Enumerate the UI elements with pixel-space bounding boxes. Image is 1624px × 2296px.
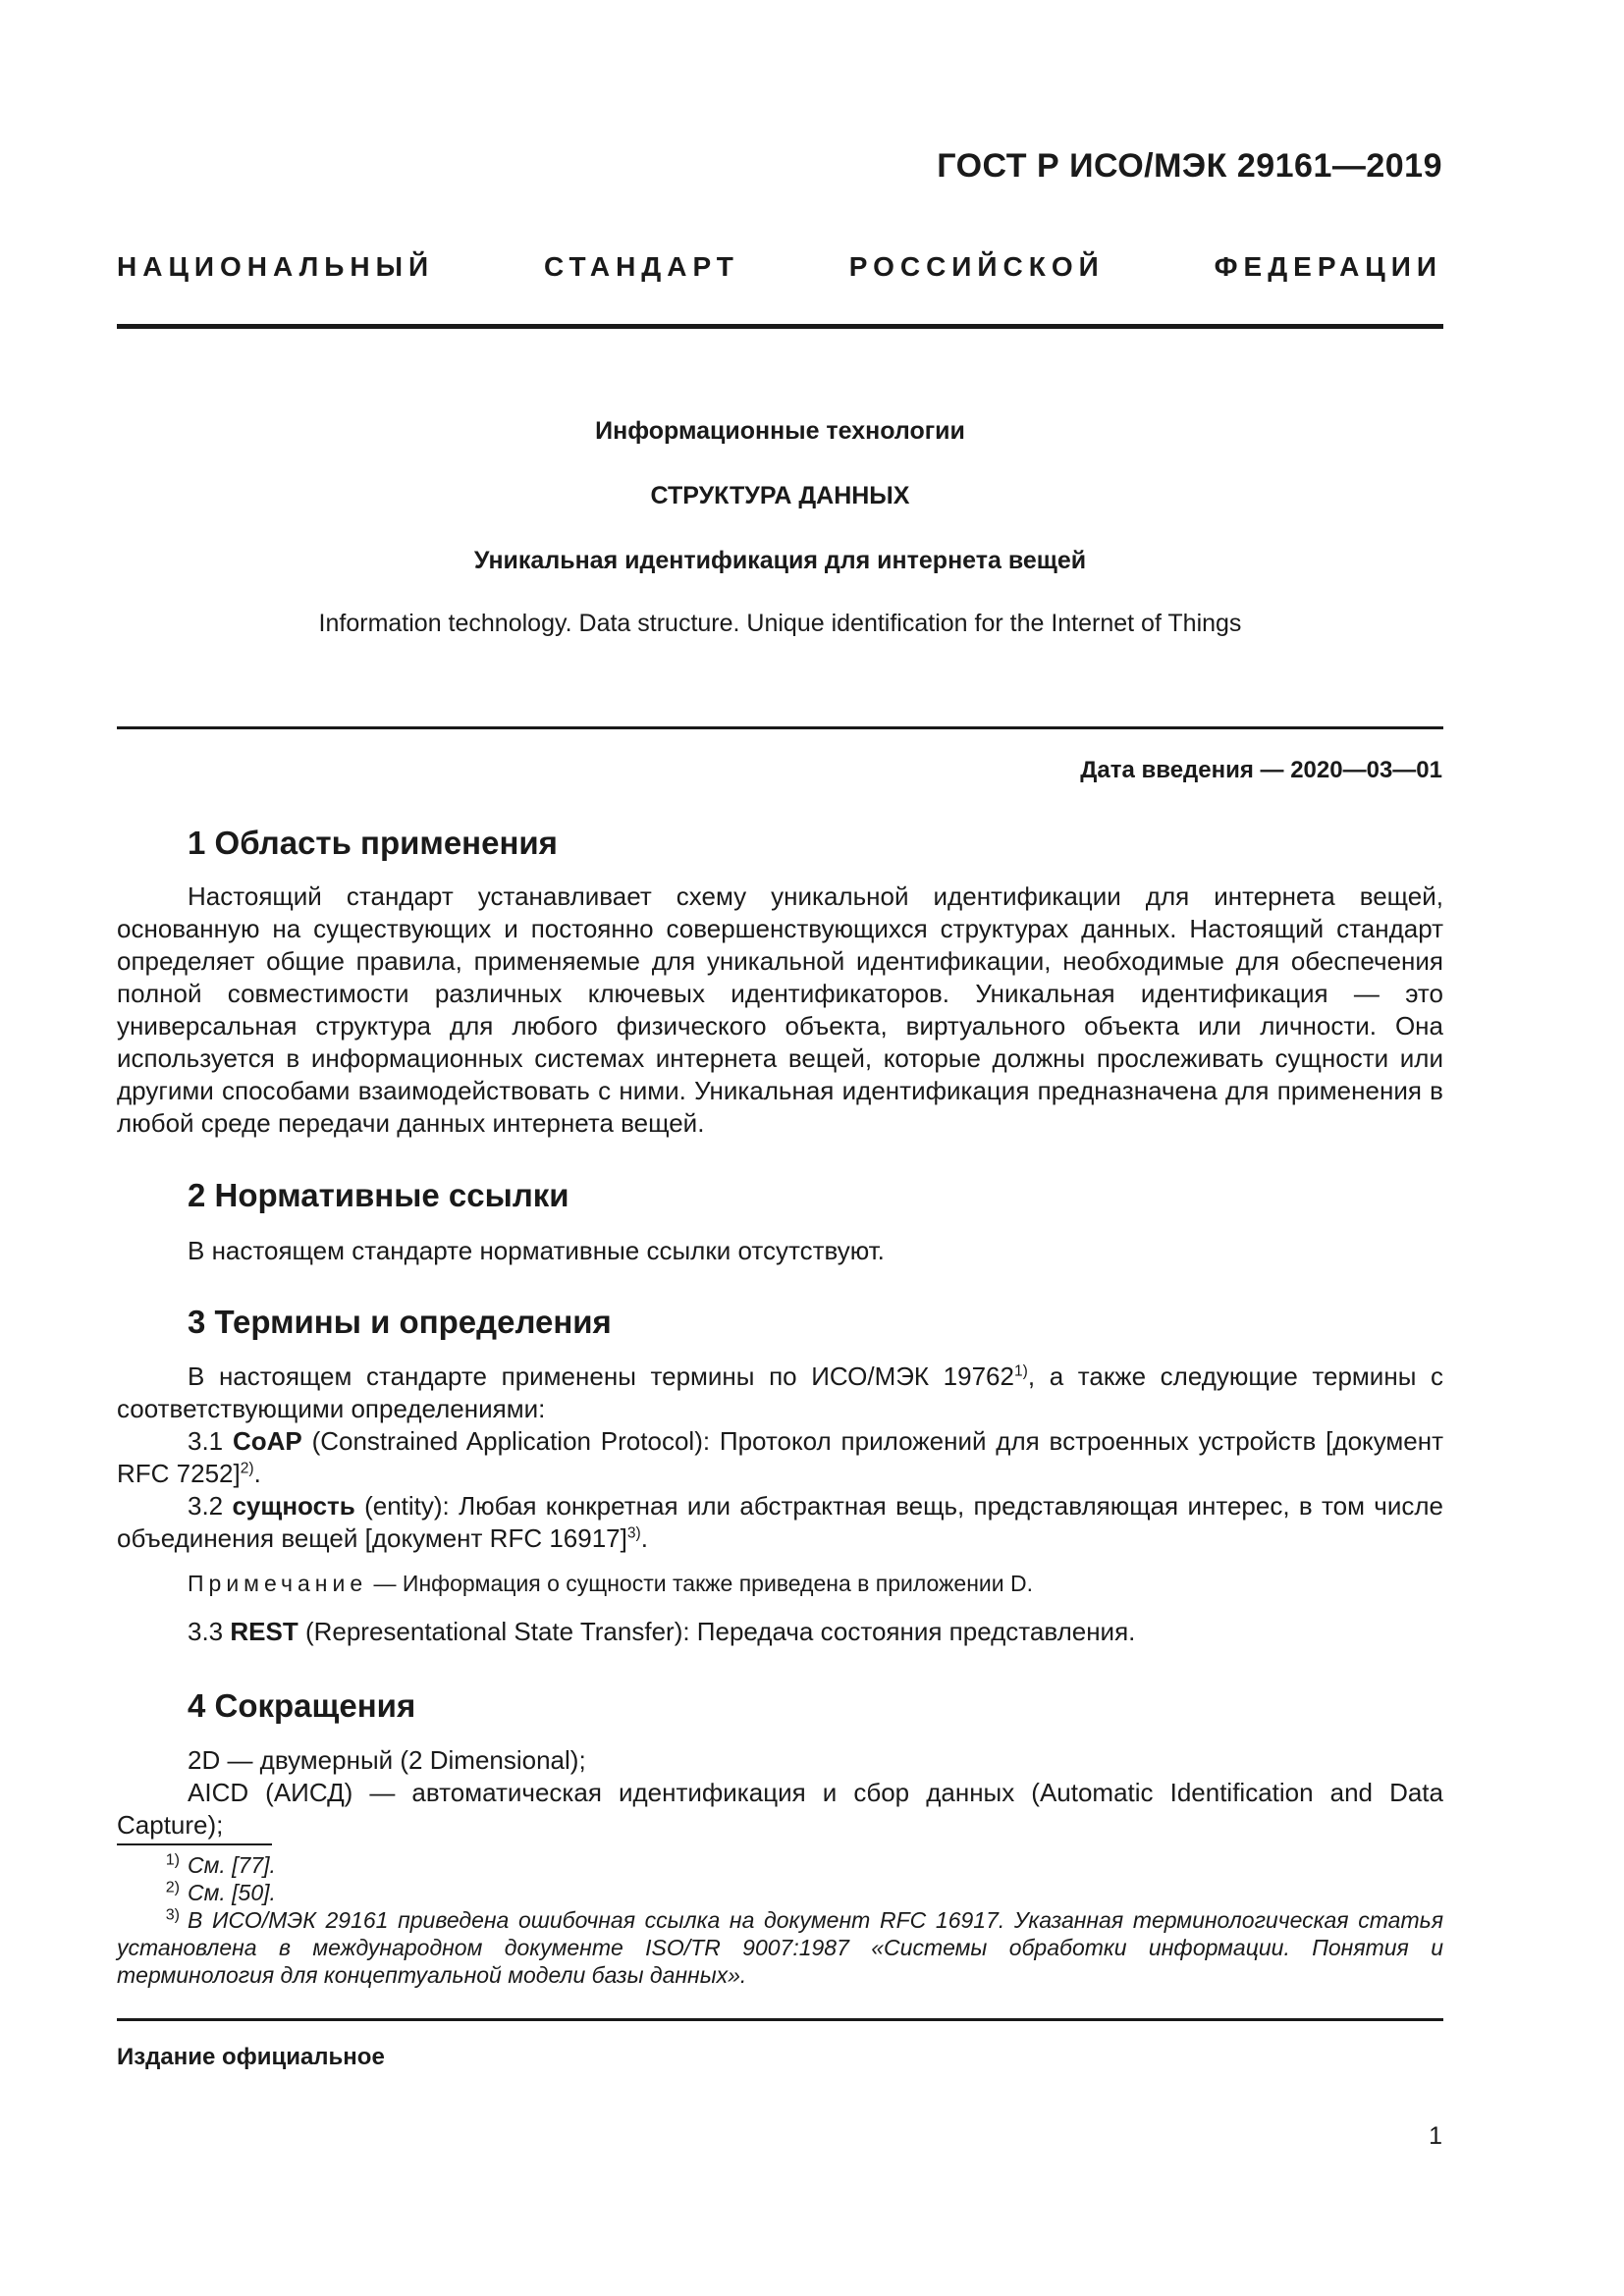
term-3-3: 3.3 REST (Representational State Transfer): Передача состояния представления. xyxy=(188,1617,1136,1646)
footnote-3: $^{3)}$ В ИСО/МЭК 29161 приведена ошибочная ссылка на документ RFC 16917. Указанная терминологическая статья установлена в международном документе ISO/TR 9007:1987 «Системы обработки информации. Понятия и терминология для концептуальной модели базы данных». xyxy=(117,1905,1443,1988)
section-2-text: В настоящем стандарте нормативные ссылки отсутствуют. xyxy=(188,1236,885,1265)
title-line-3: Уникальная идентификация для интернета вещей xyxy=(473,547,1087,574)
abbreviation-2d: 2D — двумерный (2 Dimensional); xyxy=(188,1745,586,1775)
footnote-2: $^{2)}$ См. [50]. xyxy=(165,1878,276,1905)
title-line-2: СТРУКТУРА ДАННЫХ xyxy=(650,482,910,509)
title-english: Information technology. Data structure. Unique identification for the Internet of Things xyxy=(318,610,1242,637)
term-note: Примечание — Информация о сущности также приведена в приложении D. xyxy=(188,1571,1034,1596)
footnote-1: $^{1)}$ См. [77]. xyxy=(165,1850,276,1878)
section-4-heading: 4 Сокращения xyxy=(188,1687,416,1724)
header-rule xyxy=(117,324,1443,329)
title-line-1: Информационные технологии xyxy=(595,417,965,445)
introduction-date: Дата введения — 2020—03—01 xyxy=(1080,757,1442,783)
document-id: ГОСТ Р ИСО/МЭК 29161—2019 xyxy=(937,147,1442,185)
footnote-separator xyxy=(117,1843,272,1845)
page-number: 1 xyxy=(1429,2122,1442,2150)
title-rule xyxy=(117,726,1443,729)
term-3-2: 3.2 сущность (entity): Любая конкретная или абстрактная вещь, представляющая интерес, в том числе объединения вещей [документ RFC 16917]$^{3)}$. xyxy=(117,1491,1443,1553)
official-edition-label: Издание официальное xyxy=(117,2044,385,2070)
section-2-heading: 2 Нормативные ссылки xyxy=(188,1177,569,1213)
section-3-intro: В настоящем стандарте применены термины по ИСО/МЭК 19762$^{1)}$, а также следующие термины с соответствующими определениями: xyxy=(117,1362,1443,1423)
footer-rule xyxy=(117,2018,1443,2021)
section-1-heading: 1 Область применения xyxy=(188,825,558,861)
national-standard-banner: НАЦИОНАЛЬНЫЙ СТАНДАРТ РОССИЙСКОЙ ФЕДЕРАЦИИ xyxy=(117,251,1442,282)
section-1-body: Настоящий стандарт устанавливает схему уникальной идентификации для интернета вещей, основанную на существующих и постоянно совершенствующихся структурах данных. Настоящий стандарт определяет общие правила, применяемые для уникальной идентификации, необходимые для обеспечения полной совместимости различных ключевых идентификаторов. Уникальная идентификация — это универсальная структура для любого физического объекта, виртуального объекта или личности. Она используется в информационных системах интернета вещей, которые должны прослеживать сущности или другими способами взаимодействовать с ними. Уникальная идентификация предназначена для применения в любой среде передачи данных интернета вещей. xyxy=(117,881,1443,1138)
section-3-heading: 3 Термины и определения xyxy=(188,1304,612,1340)
term-3-1: 3.1 CoAP (Constrained Application Protocol): Протокол приложений для встроенных устройств [документ RFC 7252]$^{2)}$. xyxy=(117,1426,1444,1488)
abbreviation-aicd: AICD (АИСД) — автоматическая идентификация и сбор данных (Automatic Identification and Data Capture); xyxy=(117,1778,1443,1840)
section-1-text xyxy=(117,881,1443,1140)
